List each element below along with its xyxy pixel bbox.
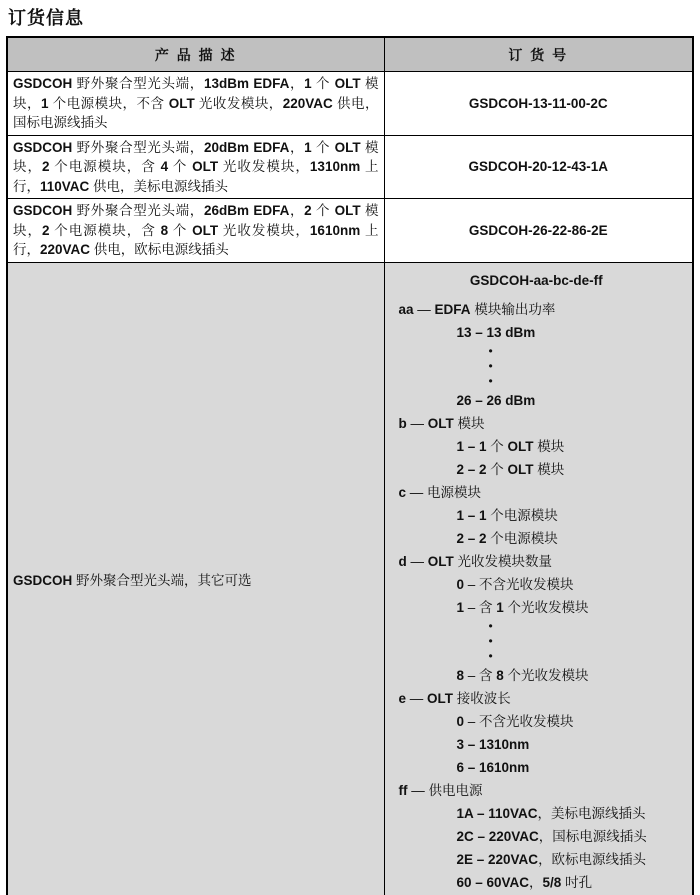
- order-number: [384, 135, 693, 199]
- table-row: [7, 72, 693, 136]
- latin-text: ff: [398, 782, 408, 798]
- code-option: 2 – 2 个电源模块: [456, 530, 558, 546]
- order-code-pattern: [399, 270, 689, 292]
- latin-text: 110VAC: [40, 178, 90, 194]
- latin-text: GSDCOH-26-22-86-2E: [468, 222, 608, 238]
- code-section-label: c — 电源模块: [398, 484, 482, 500]
- ellipsis-dot: •: [488, 358, 493, 373]
- latin-text: 0: [456, 576, 465, 592]
- latin-text: EDFA: [434, 301, 471, 317]
- code-section-label: aa — EDFA 模块输出功率: [398, 301, 556, 317]
- code-option: 2 – 2 个 OLT 模块: [456, 461, 565, 477]
- product-description: GSDCOH 野外聚合型光头端，20dBm EDFA，1 个 OLT 模块，2 个电源模块，含 4 个 OLT 光收发模块，1310nm 上行，110VAC 供电，美标电源线插头: [7, 135, 384, 199]
- col-header-product-description: 产 品 描 述: [7, 37, 384, 72]
- latin-text: 3 – 1310nm: [456, 736, 530, 752]
- latin-text: GSDCOH: [13, 203, 73, 218]
- latin-text: GSDCOH-13-11-00-2C: [468, 95, 608, 111]
- ellipsis-dot: •: [488, 618, 493, 633]
- latin-text: OLT: [507, 438, 534, 454]
- code-option: 2C – 220VAC，国标电源线插头: [456, 828, 647, 844]
- code-section-label: b — OLT 模块: [398, 415, 485, 431]
- latin-text: 13 – 13 dBm: [456, 324, 536, 340]
- code-section: [399, 550, 689, 687]
- code-section: [399, 481, 689, 550]
- latin-text: 8: [456, 667, 465, 683]
- ellipsis-dot: •: [488, 373, 493, 388]
- latin-text: 2: [42, 222, 50, 238]
- latin-text: OLT: [334, 76, 361, 91]
- code-option: 2E – 220VAC，欧标电源线插头: [456, 851, 647, 867]
- latin-text: GSDCOH: [13, 76, 73, 91]
- product-description: GSDCOH 野外聚合型光头端，13dBm EDFA，1 个 OLT 模块，1 个电源模块，不含 OLT 光收发模块，220VAC 供电，国标电源线插头: [7, 72, 384, 136]
- code-option: 1 – 1 个 OLT 模块: [456, 438, 565, 454]
- ellipsis-dot: •: [488, 343, 493, 358]
- ordering-table: [6, 36, 694, 895]
- product-rows: [7, 72, 693, 263]
- latin-text: 5/8: [542, 874, 562, 890]
- latin-text: OLT: [168, 95, 195, 111]
- latin-text: 6 – 1610nm: [456, 759, 530, 775]
- latin-text: OLT: [192, 222, 219, 238]
- latin-text: 1: [456, 599, 465, 615]
- latin-text: 8: [160, 222, 169, 238]
- latin-text: 1610nm: [309, 222, 361, 238]
- order-number: [384, 199, 693, 263]
- code-section-label: ff — 供电电源: [398, 782, 483, 798]
- latin-text: OLT: [427, 553, 454, 569]
- latin-text: 1: [304, 139, 312, 155]
- product-description: GSDCOH 野外聚合型光头端，26dBm EDFA，2 个 OLT 模块，2 个电源模块，含 8 个 OLT 光收发模块，1610nm 上行，220VAC 供电，欧标电源线插头: [7, 199, 384, 263]
- custom-options-row: [7, 262, 693, 895]
- latin-text: OLT: [334, 139, 361, 155]
- latin-text: 1 – 1: [456, 507, 487, 523]
- latin-text: 2 – 2: [456, 530, 487, 546]
- latin-text: 220VAC: [40, 242, 91, 257]
- latin-text: OLT: [192, 159, 219, 174]
- code-option: 1A – 110VAC，美标电源线插头: [456, 805, 646, 821]
- latin-text: 1: [304, 76, 312, 91]
- code-option: 60 – 60VAC，5/8 吋孔: [456, 874, 593, 890]
- order-number: [384, 72, 693, 136]
- latin-text: 4: [160, 159, 169, 174]
- latin-text: OLT: [427, 690, 454, 706]
- latin-text: 1: [496, 599, 504, 615]
- header-row: [7, 37, 693, 72]
- code-option: 1 – 1 个电源模块: [456, 507, 558, 523]
- code-section: [399, 298, 689, 412]
- latin-text: 2E – 220VAC: [456, 851, 539, 867]
- code-option: [399, 321, 689, 344]
- code-section: [399, 412, 689, 481]
- latin-text: 2 – 2: [456, 461, 487, 477]
- latin-text: GSDCOH: [13, 139, 73, 155]
- code-section: [399, 779, 689, 894]
- latin-text: 220VAC: [282, 95, 333, 111]
- latin-text: 2C – 220VAC: [456, 828, 539, 844]
- latin-text: 13dBm EDFA: [203, 76, 290, 91]
- latin-text: 1A – 110VAC: [456, 805, 538, 821]
- latin-text: d: [398, 553, 407, 569]
- code-section-label: e — OLT 接收波长: [398, 690, 511, 706]
- custom-row-description: GSDCOH 野外聚合型光头端，其它可选: [7, 262, 384, 895]
- latin-text: GSDCOH-aa-bc-de-ff: [469, 272, 603, 288]
- latin-text: b: [398, 415, 407, 431]
- latin-text: 2: [304, 203, 312, 218]
- code-option: 1 – 含 1 个光收发模块: [456, 599, 589, 615]
- latin-text: e: [398, 690, 407, 706]
- latin-text: 1 – 1: [456, 438, 487, 454]
- latin-text: 26dBm EDFA: [203, 203, 290, 218]
- latin-text: OLT: [334, 203, 361, 218]
- latin-text: OLT: [427, 415, 454, 431]
- order-code-cell: [384, 262, 693, 895]
- order-code-sections: [399, 298, 689, 894]
- code-section: [399, 687, 689, 779]
- code-option: 8 – 含 8 个光收发模块: [456, 667, 589, 683]
- latin-text: 0: [456, 713, 465, 729]
- latin-text: 8: [496, 667, 504, 683]
- latin-text: 60 – 60VAC: [456, 874, 530, 890]
- page-title: 订货信息: [8, 8, 84, 28]
- code-section-label: d — OLT 光收发模块数量: [398, 553, 553, 569]
- latin-text: c: [398, 484, 407, 500]
- table-row: [7, 135, 693, 199]
- latin-text: aa: [398, 301, 414, 317]
- code-option: [399, 389, 689, 412]
- latin-text: 1310nm: [309, 159, 361, 174]
- ellipsis-dot: •: [488, 633, 493, 648]
- col-header-order-number: 订 货 号: [384, 37, 693, 72]
- code-option: 0 – 不含光收发模块: [456, 713, 574, 729]
- latin-text: 2: [42, 159, 50, 174]
- latin-text: GSDCOH-20-12-43-1A: [468, 159, 609, 175]
- code-option: [399, 756, 689, 779]
- latin-text: OLT: [507, 461, 534, 477]
- latin-text: 20dBm EDFA: [203, 139, 290, 155]
- latin-text: 1: [40, 95, 49, 111]
- ellipsis-dot: •: [488, 648, 493, 663]
- table-row: [7, 199, 693, 263]
- latin-text: 26 – 26 dBm: [456, 392, 536, 408]
- latin-text: GSDCOH: [13, 573, 73, 589]
- code-option: [399, 733, 689, 756]
- code-option: 0 – 不含光收发模块: [456, 576, 574, 592]
